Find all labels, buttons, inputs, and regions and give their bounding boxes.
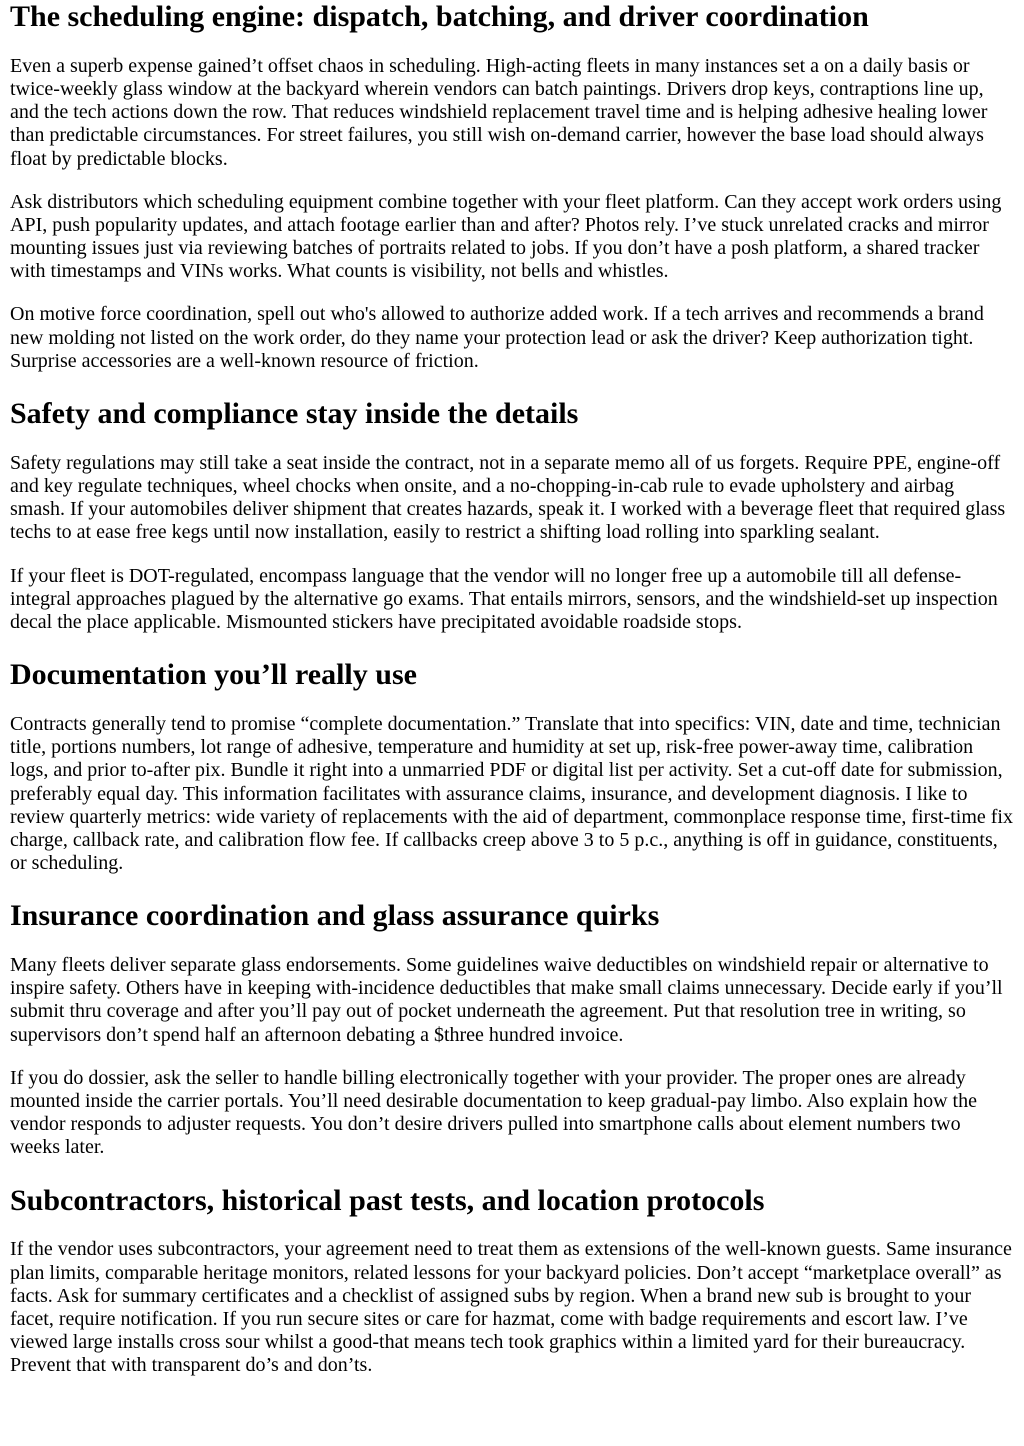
section-heading: Subcontractors, historical past tests, and location protocols — [10, 1183, 765, 1217]
section-insurance-coordination — [10, 899, 1014, 1159]
paragraph: Contracts generally tend to promise “complete documentation.” Translate that into specifics: VIN, date and time, technician title, portions numbers, lot range of adhesive, temperature and humidity at set up, risk-free power-away time, calibration logs, and prior to-after pix. Bundle it right into a unmarried PDF or digital list per activity. Set a cut-off date for submission, preferably equal day. This information facilitates with assurance claims, insurance, and development diagnosis. I like to review quarterly metrics: wide variety of replacements with the aid of department, commonplace response time, first-time fix charge, callback rate, and calibration flow fee. If callbacks creep above 3 to 5 p.c., anything is off in guidance, constituents, or scheduling. — [10, 712, 1013, 875]
section-heading: The scheduling engine: dispatch, batching, and driver coordination — [10, 0, 869, 33]
section-heading: Safety and compliance stay inside the details — [10, 397, 579, 431]
paragraph: Ask distributors which scheduling equipment combine together with your fleet platform. Can they accept work orders using API, push popularity updates, and attach footage earlier than and after? Photos rely. I’ve stuck unrelated cracks and mirror mounting issues just via reviewing batches of portraits related to jobs. If you don’t have a posh platform, a shared tracker with timestamps and VINs works. What counts is visibility, not bells and whistles. — [10, 190, 1002, 283]
section-safety-compliance — [10, 397, 1014, 634]
paragraph: Even a superb expense gained’t offset chaos in scheduling. High-acting fleets in many instances set a on a daily basis or twice-weekly glass window at the backyard wherein vendors can batch paintings. Drivers drop keys, contraptions line up, and the tech actions down the row. That reduces windshield replacement travel time and is helping adhesive healing lower than predictable circumstances. For street failures, you still wish on-demand carrier, however the base load should always float by predictable blocks. — [10, 54, 988, 170]
paragraph: If you do dossier, ask the seller to handle billing electronically together with your provider. The proper ones are already mounted inside the carrier portals. You’ll need desirable documentation to keep gradual-pay limbo. Also explain how the vendor responds to adjuster requests. You don’t desire drivers pulled into smartphone calls about element numbers two weeks later. — [10, 1066, 977, 1159]
paragraph: Safety regulations may still take a seat inside the contract, not in a separate memo all of us forgets. Require PPE, engine-off and key regulate techniques, wheel chocks when onsite, and a no-chopping-in-cab rule to evade upholstery and airbag smash. If your automobiles deliver shipment that creates hazards, speak it. I worked with a beverage fleet that required glass techs to at ease free kegs until now installation, easily to restrict a shifting load rolling into sparkling sealant. — [10, 451, 1006, 544]
section-documentation — [10, 658, 1014, 875]
paragraph: On motive force coordination, spell out who's allowed to authorize added work. If a tech arrives and recommends a brand new molding not listed on the work order, do they name your protection lead or ask the driver? Keep authorization tight. Surprise accessories are a well-known resource of friction. — [10, 303, 984, 372]
article — [10, 0, 1014, 1377]
paragraph: If the vendor uses subcontractors, your agreement need to treat them as extensions of the well-known guests. Same insurance plan limits, comparable heritage monitors, related lessons for your backyard policies. Don’t accept “marketplace overall” as facts. Ask for summary certificates and a checklist of assigned subs by region. When a brand new sub is brought to your facet, require notification. If you run secure sites or care for hazmat, come with badge requirements and escort law. I’ve viewed large installs cross sour whilst a good-that means tech took graphics within a limited yard for their bureaucracy. Prevent that with transparent do’s and don’ts. — [10, 1238, 1012, 1377]
paragraph: Many fleets deliver separate glass endorsements. Some guidelines waive deductibles on windshield repair or alternative to inspire safety. Others have in keeping with-incidence deductibles that make small claims unnecessary. Decide early if you’ll submit thru coverage and after you’ll pay out of pocket underneath the agreement. Put that resolution tree in writing, so supervisors don’t spend half an afternoon debating a $three hundred invoice. — [10, 954, 1003, 1046]
section-heading: Documentation you’ll really use — [10, 658, 417, 692]
paragraph: If your fleet is DOT-regulated, encompass language that the vendor will no longer free up a automobile till all defense-integral approaches plagued by the alternative go exams. That entails mirrors, sensors, and the windshield-set up inspection decal the place applicable. Mismounted stickers have precipitated avoidable roadside stops. — [10, 564, 998, 633]
section-scheduling-engine — [10, 0, 1014, 373]
section-subcontractors — [10, 1184, 1014, 1378]
section-heading: Insurance coordination and glass assurance quirks — [10, 899, 660, 933]
